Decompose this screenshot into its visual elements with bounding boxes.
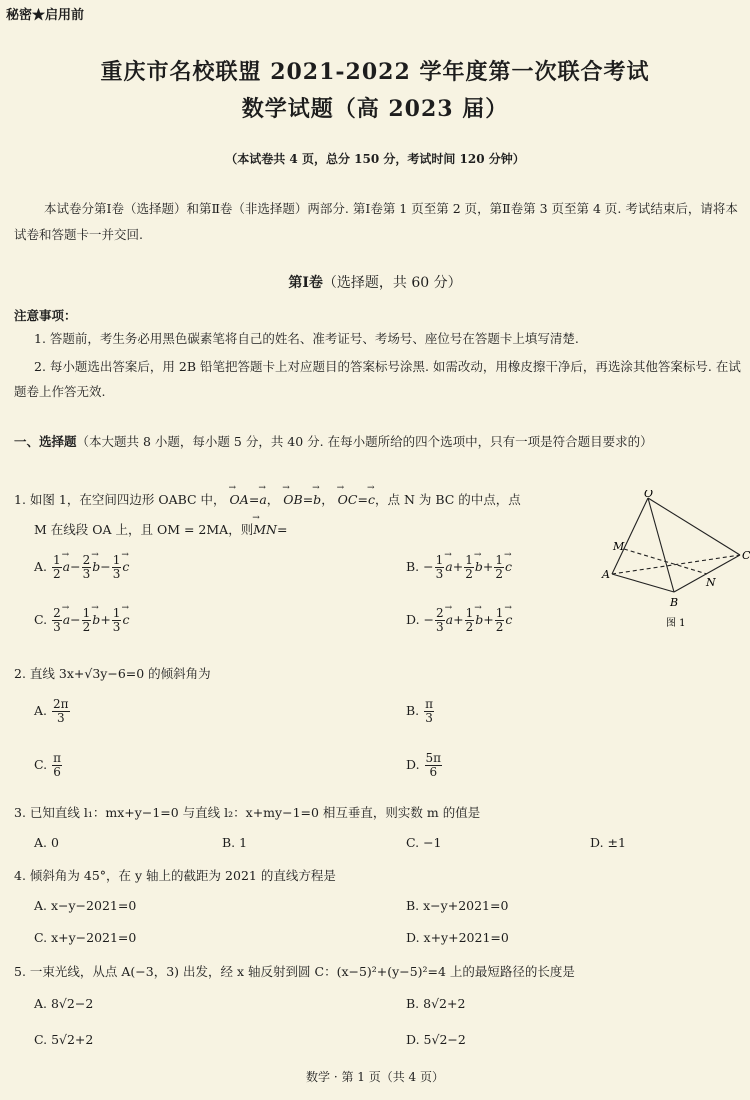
- q2-text: 直线 3x+√3y−6=0 的倾斜角为: [29, 666, 211, 681]
- section1-title: 一、选择题: [14, 434, 77, 449]
- q4-option-b[interactable]: B. x−y+2021=0: [406, 898, 509, 913]
- vec-mn: → MN: [253, 522, 277, 537]
- tetrahedron-figure: [600, 490, 750, 630]
- fraction: $\frac{2}{3}$: [436, 606, 444, 634]
- q3-option-a[interactable]: A. 0: [34, 835, 59, 850]
- fraction: $\frac{\pi}{6}$: [53, 751, 61, 779]
- vec-b: → b: [92, 612, 100, 627]
- label-c: C: [742, 549, 750, 562]
- q2-option-d[interactable]: [406, 752, 443, 779]
- vec-b: → b: [313, 492, 321, 507]
- vec-c: → c: [122, 612, 129, 627]
- q3-option-b[interactable]: B. 1: [222, 835, 248, 850]
- q1-option-d[interactable]: D. − $\frac{2}{3}$ → a+ $\frac{1}{2}$ → b+ $\frac{1}{2}$ → c: [406, 607, 512, 634]
- vec-a: → a: [63, 559, 70, 574]
- fraction: $\frac{1}{3}$: [435, 553, 444, 581]
- q5-option-a[interactable]: A. 8√2−2: [34, 996, 94, 1011]
- q1-option-b[interactable]: B. − $\frac{1}{3}$ → a+ $\frac{1}{2}$ → b+ $\frac{1}{2}$ → c: [406, 554, 512, 581]
- q3-number: 3.: [14, 805, 26, 820]
- q4-option-d[interactable]: D. x+y+2021=0: [406, 930, 509, 945]
- fraction: $\frac{1}{2}$: [82, 606, 91, 634]
- option-letter: A.: [34, 703, 48, 718]
- intro-paragraph: 本试卷分第Ⅰ卷（选择题）和第Ⅱ卷（非选择题）两部分. 第Ⅰ卷第 1 页至第 2 页，第Ⅱ卷第 3 页至第 4 页. 考试结束后，请将本试卷和答题卡一并交回.: [14, 201, 738, 242]
- vec-c: → c: [505, 559, 512, 574]
- option-letter: A.: [34, 559, 48, 574]
- edge-oa: [612, 498, 648, 574]
- option-letter: C.: [34, 612, 48, 627]
- q1-option-a[interactable]: A. $\frac{1}{2}$ → a− $\frac{2}{3}$ → b− $\frac{1}{3}$ → c: [34, 554, 129, 581]
- part1-title: 第Ⅰ卷: [288, 275, 323, 291]
- edge-ac: [612, 555, 740, 574]
- section1-header: [14, 428, 744, 455]
- q4-number: 4.: [14, 868, 26, 883]
- q5-option-d[interactable]: D. 5√2−2: [406, 1032, 466, 1047]
- q1-text-b: ，点 N 为 BC 的中点，点: [374, 492, 521, 507]
- fraction: $\frac{1}{3}$: [112, 606, 121, 634]
- q1-number: 1.: [14, 492, 26, 507]
- notice-item-1: 1. 答题前，考生务必用黑色碳素笔将自己的姓名、准考证号、考场号、座位号在答题卡上填写清楚.: [34, 331, 579, 346]
- q3-text: 已知直线 l₁：mx+y−1=0 与直线 l₂：x+my−1=0 相互垂直，则实数 m 的值是: [29, 805, 481, 820]
- vec-a: → a: [63, 612, 70, 627]
- vec-oc: → OC: [338, 492, 358, 507]
- fraction: $\frac{1}{2}$: [465, 553, 473, 581]
- fraction: $\frac{2\pi}{3}$: [53, 697, 69, 725]
- fraction: $\frac{1}{2}$: [495, 606, 504, 634]
- part1-note: （选择题，共 60 分）: [322, 275, 462, 291]
- fraction: $\frac{5\pi}{6}$: [425, 751, 442, 779]
- q1-line1: 1. 如图 1，在空间四边形 OABC 中， → OA=→ a， → OB=→ b， → OC=→ c，点 N 为 BC 的中点，点: [14, 490, 521, 508]
- vec-b: → b: [475, 559, 483, 574]
- q1-text-a: 如图 1，在空间四边形 OABC 中，: [29, 492, 226, 507]
- option-letter: C.: [34, 757, 48, 772]
- vec-c: → c: [505, 612, 512, 627]
- label-b: B: [670, 596, 679, 609]
- label-o: O: [644, 490, 654, 500]
- option-letter: B.: [406, 559, 420, 574]
- fraction: $\frac{1}{2}$: [465, 606, 474, 634]
- q5-option-b[interactable]: B. 8√2+2: [406, 996, 466, 1011]
- fraction: $\frac{1}{2}$: [53, 553, 61, 581]
- part1-heading: [0, 272, 750, 292]
- label-n: N: [706, 576, 716, 589]
- q5-stem: [14, 962, 575, 980]
- vec-oa: → OA: [230, 492, 249, 507]
- q2-option-c[interactable]: [34, 752, 63, 779]
- q5-option-c[interactable]: C. 5√2+2: [34, 1032, 94, 1047]
- q2-number: 2.: [14, 666, 26, 681]
- vec-ob: → OB: [283, 492, 302, 507]
- section1-desc: （本大题共 8 小题，每小题 5 分，共 40 分. 在每小题所给的四个选项中，只有一项是符合题目要求的）: [76, 434, 653, 449]
- fraction: $\frac{\pi}{3}$: [425, 697, 434, 725]
- vec-a: → a: [446, 612, 453, 627]
- edge-ab: [612, 574, 674, 592]
- q3-stem: [14, 803, 480, 821]
- vec-b: → b: [475, 612, 483, 627]
- q5-text: 一束光线，从点 A(−3，3) 出发，经 x 轴反射到圆 C：(x−5)²+(y−5)²=4 上的最短路径的长度是: [29, 964, 575, 979]
- exam-title: 重庆市名校联盟 2021-2022 学年度第一次联合考试: [100, 59, 650, 85]
- option-letter: B.: [406, 703, 420, 718]
- q4-option-a[interactable]: A. x−y−2021=0: [34, 898, 137, 913]
- q5-number: 5.: [14, 964, 26, 979]
- q1-text-d: =: [276, 522, 288, 537]
- q1-line2: [34, 520, 287, 538]
- q1-text-c: M 在线段 OA 上，且 OM = 2MA，则: [34, 522, 254, 537]
- notice-item-2: 2. 每小题选出答案后，用 2B 铅笔把答题卡上对应题目的答案标号涂黑. 如需改动，用橡皮擦干净后，再选涂其他答案标号. 在试题卷上作答无效.: [14, 359, 741, 399]
- secret-label: 秘密★启用前: [6, 8, 85, 23]
- fraction: $\frac{1}{2}$: [495, 553, 503, 581]
- vec-c: → c: [122, 559, 129, 574]
- fraction: $\frac{1}{3}$: [112, 553, 121, 581]
- label-a: A: [602, 568, 610, 581]
- exam-info: （本试卷共 4 页，总分 150 分，考试时间 120 分钟）: [225, 152, 525, 166]
- q2-stem: [14, 664, 211, 682]
- q2-option-a[interactable]: [34, 698, 71, 725]
- q4-stem: [14, 866, 336, 884]
- q3-option-c[interactable]: C. −1: [406, 835, 442, 850]
- fraction: $\frac{2}{3}$: [82, 553, 91, 581]
- fraction: $\frac{2}{3}$: [53, 606, 61, 634]
- exam-subtitle: 数学试题（高 2023 届）: [241, 96, 509, 122]
- q2-option-b[interactable]: [406, 698, 435, 725]
- option-letter: D.: [406, 612, 420, 627]
- vec-b: → b: [92, 559, 100, 574]
- q4-option-c[interactable]: C. x+y−2021=0: [34, 930, 137, 945]
- page-footer: 数学 · 第 1 页（共 4 页）: [306, 1070, 444, 1084]
- notice-heading: 注意事项：: [14, 308, 77, 323]
- option-letter: D.: [406, 757, 420, 772]
- vec-a: → a: [445, 559, 452, 574]
- q3-option-d[interactable]: D. ±1: [590, 835, 626, 850]
- q1-option-c[interactable]: C. $\frac{2}{3}$ → a− $\frac{1}{2}$ → b+ $\frac{1}{3}$ → c: [34, 607, 129, 634]
- figure-caption: 图 1: [666, 618, 686, 629]
- vec-c: → c: [368, 492, 375, 507]
- vec-a: → a: [259, 492, 266, 507]
- q4-text: 倾斜角为 45°，在 y 轴上的截距为 2021 的直线方程是: [29, 868, 336, 883]
- label-m: M: [613, 540, 625, 553]
